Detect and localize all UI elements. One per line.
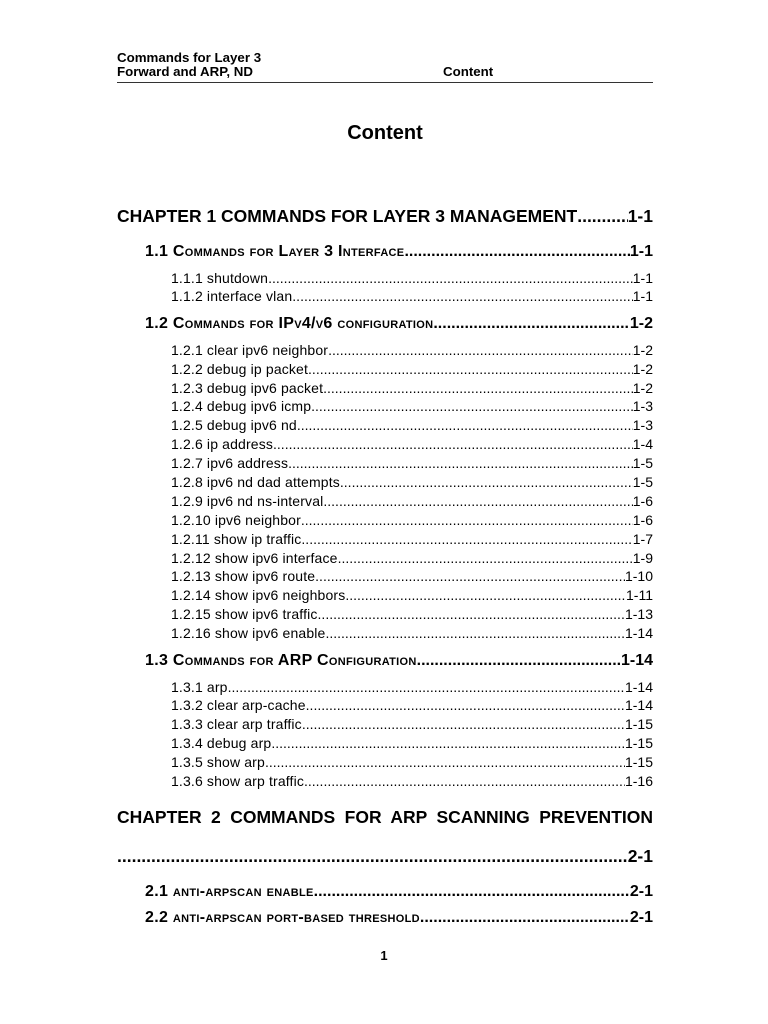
running-header <box>117 51 653 79</box>
dot-leader <box>228 678 625 697</box>
toc-entry-row <box>117 624 653 643</box>
entry-label: 1.3.6 show arp traffic <box>171 772 304 789</box>
dot-leader <box>315 567 625 586</box>
toc-entry-row <box>117 511 653 530</box>
toc-entry-row <box>117 567 653 586</box>
entry-label: 1.2.1 clear ipv6 neighbor <box>171 341 329 358</box>
toc-entry-row <box>117 379 653 398</box>
dot-leader <box>345 586 626 605</box>
toc-entry-row <box>117 678 653 697</box>
entry-label: 1.2.4 debug ipv6 icmp <box>171 398 312 415</box>
entry-page: 1-15 <box>624 716 653 733</box>
dot-leader <box>306 696 625 715</box>
page-number: 1 <box>380 948 388 963</box>
chapter-page: 2-1 <box>627 845 653 866</box>
toc-chapter-title-line <box>117 804 653 830</box>
dot-leader <box>117 843 628 869</box>
entry-page: 1-3 <box>632 417 653 434</box>
entry-label: 1.1.1 shutdown <box>171 269 269 286</box>
toc-section-row <box>117 881 653 903</box>
dot-leader <box>273 435 633 454</box>
header-title-line-1: Commands for Layer 3 <box>117 50 262 65</box>
entry-page: 1-14 <box>624 678 653 695</box>
entry-page: 1-4 <box>632 436 653 453</box>
entry-label: 1.2.6 ip address <box>171 436 274 453</box>
entry-page: 1-5 <box>632 455 653 472</box>
dot-leader <box>265 753 625 772</box>
entry-page: 1-11 <box>626 587 653 604</box>
toc-entry-row <box>117 549 653 568</box>
entry-label: 1.3.4 debug arp <box>171 735 272 752</box>
entry-label: 1.2.7 ipv6 address <box>171 455 289 472</box>
header-rule <box>117 82 653 83</box>
page-title: Content <box>347 122 423 144</box>
entry-label: 1.2.9 ipv6 nd ns-interval <box>171 492 324 509</box>
dot-leader <box>318 605 625 624</box>
dot-leader <box>308 360 633 379</box>
entry-label: 1.2.12 show ipv6 interface <box>171 549 338 566</box>
toc-entry-row <box>117 397 653 416</box>
entry-label: 1.1.2 interface vlan <box>171 288 293 305</box>
section-page: 1-1 <box>629 243 653 260</box>
header-title-line-2: Forward and ARP, ND <box>117 64 253 79</box>
entry-page: 1-2 <box>632 379 653 396</box>
dot-leader <box>288 454 633 473</box>
section-label: 1.1 Commands for Layer 3 Interface <box>145 243 405 260</box>
section-page: 1-14 <box>620 652 653 670</box>
dot-leader <box>301 530 632 549</box>
dot-leader <box>292 287 632 306</box>
toc-entry-row <box>117 454 653 473</box>
toc-entry-row <box>117 734 653 753</box>
toc-section-row <box>117 907 653 929</box>
dot-leader <box>323 492 632 511</box>
header-line-2 <box>117 65 653 79</box>
toc-entry-row <box>117 530 653 549</box>
dot-leader <box>404 241 629 263</box>
toc-entry-row <box>117 772 653 791</box>
toc-section-row <box>117 241 653 263</box>
entry-label: 1.3.2 clear arp-cache <box>171 697 306 714</box>
dot-leader <box>417 650 621 672</box>
dot-leader <box>268 269 633 288</box>
entry-page: 1-7 <box>632 530 653 547</box>
toc-entry-row <box>117 492 653 511</box>
chapter-page: 1-1 <box>627 206 653 226</box>
entry-page: 1-6 <box>632 511 653 528</box>
entry-page: 1-3 <box>632 398 653 415</box>
dot-leader <box>304 772 625 791</box>
entry-page: 1-2 <box>632 360 653 377</box>
toc-chapter-row <box>117 203 653 229</box>
entry-label: 1.2.13 show ipv6 route <box>171 568 316 585</box>
toc-entry-row <box>117 715 653 734</box>
header-section-label: Content <box>443 64 494 79</box>
entry-page: 1-1 <box>632 288 653 305</box>
entry-label: 1.2.15 show ipv6 traffic <box>171 606 318 623</box>
entry-label: 1.3.1 arp <box>171 678 228 695</box>
entry-label: 1.2.16 show ipv6 enable <box>171 625 326 642</box>
entry-page: 1-14 <box>624 697 653 714</box>
toc-entry-row <box>117 586 653 605</box>
chapter-label: CHAPTER 2 COMMANDS FOR ARP SCANNING PREVENTION <box>117 806 653 827</box>
entry-label: 1.3.5 show arp <box>171 754 265 771</box>
dot-leader <box>323 379 633 398</box>
dot-leader <box>340 473 633 492</box>
toc-entry-row <box>117 341 653 360</box>
dot-leader <box>311 397 633 416</box>
table-of-contents <box>117 203 653 934</box>
entry-page: 1-5 <box>632 474 653 491</box>
entry-page: 1-15 <box>624 754 653 771</box>
chapter-label: CHAPTER 1 COMMANDS FOR LAYER 3 MANAGEMENT <box>117 206 578 226</box>
section-label: 2.2 anti-arpscan port-based threshold <box>145 908 420 926</box>
dot-leader <box>297 416 633 435</box>
toc-entry-row <box>117 287 653 306</box>
section-page: 2-1 <box>629 908 653 926</box>
entry-label: 1.2.10 ipv6 neighbor <box>171 511 301 528</box>
toc-section-row <box>117 313 653 335</box>
entry-page: 1-15 <box>624 735 653 752</box>
toc-entry-row <box>117 269 653 288</box>
entry-label: 1.2.14 show ipv6 neighbors <box>171 587 346 604</box>
dot-leader <box>433 313 630 335</box>
toc-entry-row <box>117 753 653 772</box>
entry-label: 1.3.3 clear arp traffic <box>171 716 302 733</box>
entry-label: 1.2.11 show ip traffic <box>171 530 302 547</box>
toc-entry-row <box>117 435 653 454</box>
dot-leader <box>338 549 633 568</box>
entry-page: 1-1 <box>632 269 653 286</box>
dot-leader <box>325 624 625 643</box>
dot-leader <box>302 715 625 734</box>
entry-page: 1-14 <box>624 625 653 642</box>
dot-leader <box>577 203 627 229</box>
entry-label: 1.2.5 debug ipv6 nd <box>171 417 297 434</box>
dot-leader <box>314 881 630 903</box>
entry-label: 1.2.3 debug ipv6 packet <box>171 379 324 396</box>
dot-leader <box>301 511 633 530</box>
section-page: 2-1 <box>629 882 653 900</box>
dot-leader <box>328 341 633 360</box>
entry-page: 1-6 <box>632 492 653 509</box>
section-label: 2.1 anti-arpscan enable <box>145 882 314 900</box>
section-label: 1.2 Commands for IPv4/v6 configuration <box>145 315 434 333</box>
toc-chapter-page-line <box>117 843 653 869</box>
entry-page: 1-9 <box>632 549 653 566</box>
entry-page: 1-2 <box>632 341 653 358</box>
toc-entry-row <box>117 473 653 492</box>
entry-page: 1-10 <box>624 568 653 585</box>
entry-page: 1-16 <box>624 772 653 789</box>
section-label: 1.3 Commands for ARP Configuration <box>145 652 417 670</box>
toc-entry-row <box>117 696 653 715</box>
entry-label: 1.2.8 ipv6 nd dad attempts <box>171 474 340 491</box>
dot-leader <box>420 907 630 929</box>
toc-section-row <box>117 650 653 672</box>
toc-entry-row <box>117 360 653 379</box>
toc-entry-row <box>117 605 653 624</box>
dot-leader <box>271 734 625 753</box>
entry-page: 1-13 <box>624 606 653 623</box>
section-page: 1-2 <box>629 315 653 333</box>
entry-label: 1.2.2 debug ip packet <box>171 360 309 377</box>
toc-entry-row <box>117 416 653 435</box>
